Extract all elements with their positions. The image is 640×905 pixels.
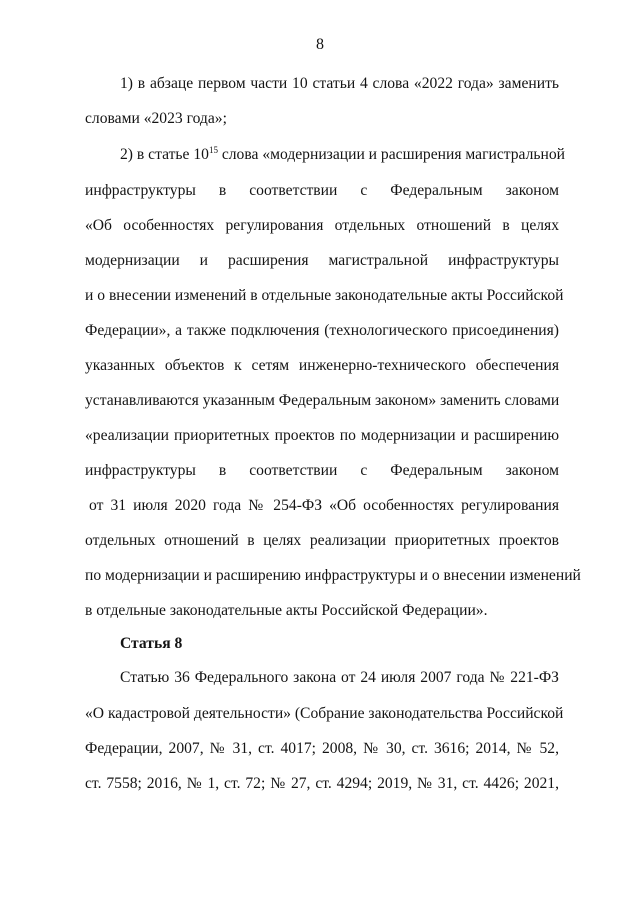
text-span: 2) в статье 10 <box>120 146 209 163</box>
article-heading: Статья 8 <box>120 635 183 652</box>
text-line: ст. 7558; 2016, № 1, ст. 72; № 27, ст. 4294; 2019, № 31, ст. 4426; 2021, <box>85 775 559 792</box>
text-line: «реализации приоритетных проектов по модернизации и расширению <box>85 427 559 444</box>
text-line: «Об особенностях регулирования отдельных отношений в целях <box>85 217 559 234</box>
text-line: указанных объектов к сетям инженерно-технического обеспечения <box>85 357 559 374</box>
text-line: Статью 36 Федерального закона от 24 июля 2007 года № 221-ФЗ <box>120 669 559 686</box>
superscript: 15 <box>208 145 218 155</box>
text-line: словами «2023 года»; <box>85 110 227 127</box>
text-line <box>120 145 565 165</box>
text-line: от 31 июля 2020 года № 254-ФЗ «Об особенностях регулирования <box>89 497 559 514</box>
text-line: инфраструктуры в соответствии с Федеральным законом <box>85 182 559 199</box>
text-line: 1) в абзаце первом части 10 статьи 4 слова «2022 года» заменить <box>120 75 559 92</box>
text-line: Федерации, 2007, № 31, ст. 4017; 2008, № 30, ст. 3616; 2014, № 52, <box>85 740 559 757</box>
text-line: устанавливаются указанным Федеральным законом» заменить словами <box>85 392 560 409</box>
text-line: инфраструктуры в соответствии с Федеральным законом <box>85 462 559 479</box>
text-line: отдельных отношений в целях реализации приоритетных проектов <box>85 532 559 549</box>
page-number: 8 <box>316 36 324 53</box>
text-line: по модернизации и расширению инфраструктуры и о внесении изменений <box>85 567 581 584</box>
text-line: модернизации и расширения магистральной инфраструктуры <box>85 252 559 269</box>
text-line: Федерации», а также подключения (технологического присоединения) <box>85 322 559 339</box>
text-line: «О кадастровой деятельности» (Собрание законодательства Российской <box>85 705 564 722</box>
text-line: в отдельные законодательные акты Российской Федерации». <box>85 602 488 619</box>
text-span: слова «модернизации и расширения магистральной <box>217 146 565 163</box>
text-line: и о внесении изменений в отдельные законодательные акты Российской <box>85 287 564 304</box>
